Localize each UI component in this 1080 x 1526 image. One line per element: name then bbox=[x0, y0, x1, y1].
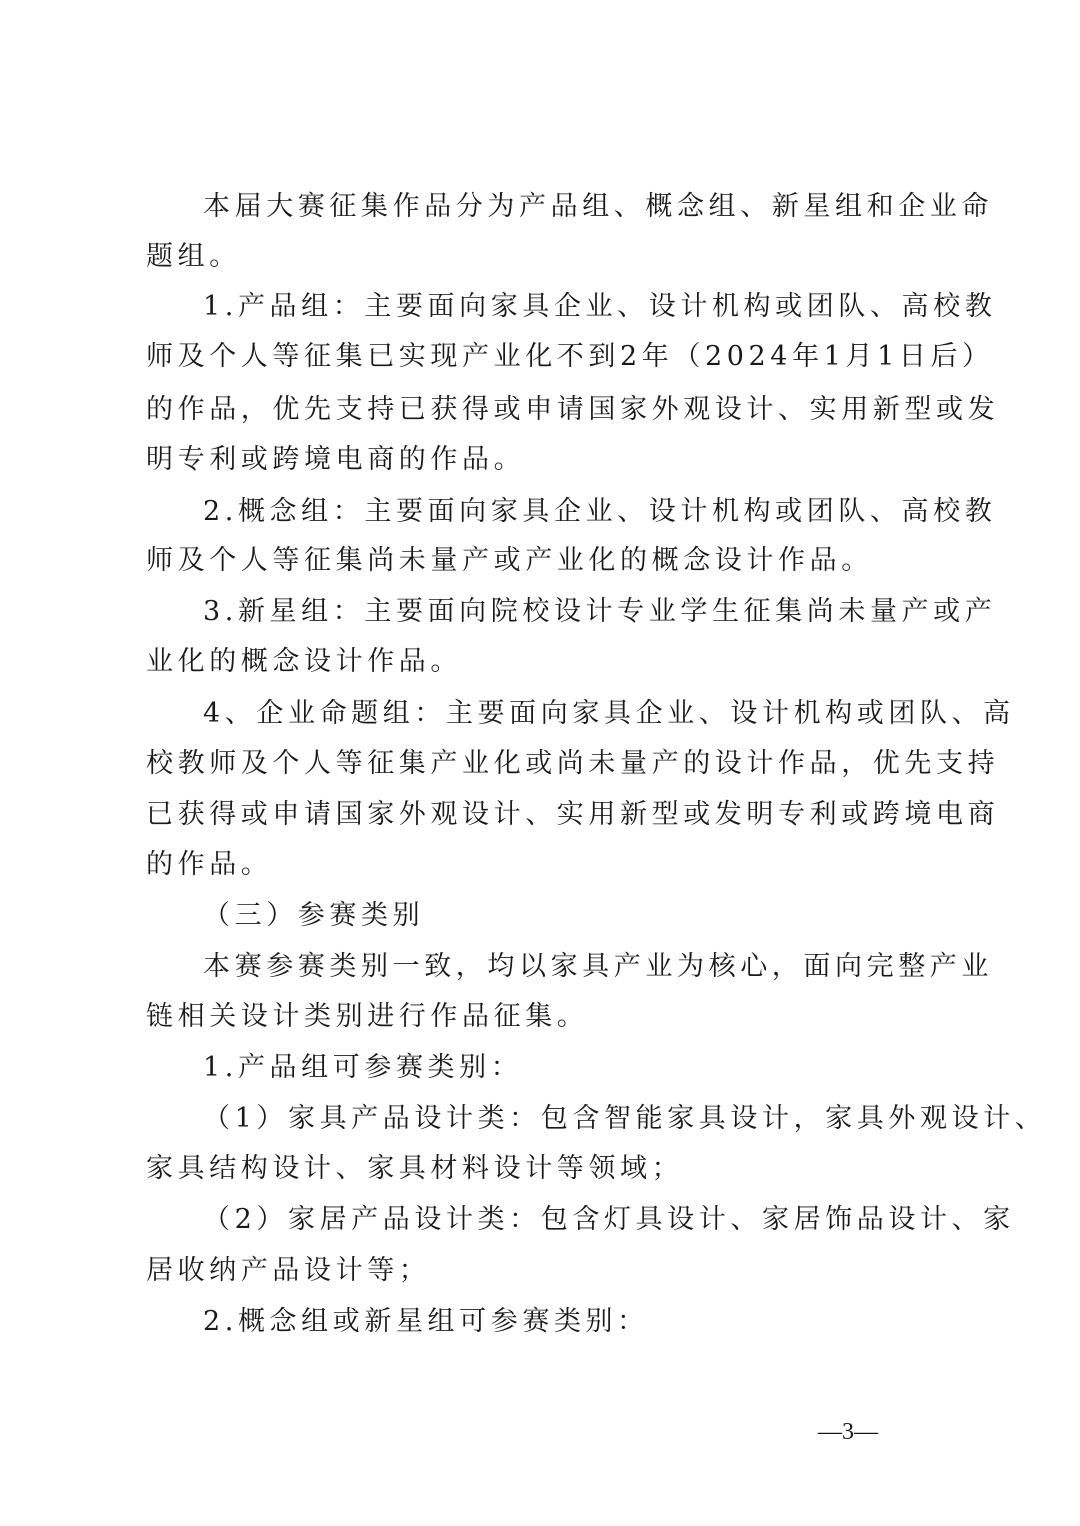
product-group-line-2: 师及个人等征集已实现产业化不到2年（2024年1月1日后） bbox=[146, 341, 994, 372]
concept-group-line-2: 师及个人等征集尚未量产或产业化的概念设计作品。 bbox=[146, 545, 873, 576]
enterprise-topic-group-line-3: 已获得或申请国家外观设计、实用新型或发明专利或跨境电商 bbox=[146, 799, 1000, 830]
categories-intro-line-2: 链相关设计类别进行作品征集。 bbox=[146, 1001, 589, 1032]
concept-group-line-1: 2.概念组：主要面向家具企业、设计机构或团队、高校教 bbox=[203, 496, 997, 527]
paragraph-intro-line-1: 本届大赛征集作品分为产品组、概念组、新星组和企业命 bbox=[203, 191, 993, 222]
categories-intro-line-1: 本赛参赛类别一致，均以家具产业为核心，面向完整产业 bbox=[203, 951, 993, 982]
product-group-line-4: 明专利或跨境电商的作品。 bbox=[146, 444, 526, 475]
page-number: —3— bbox=[818, 1419, 878, 1445]
enterprise-topic-group-line-2: 校教师及个人等征集产业化或尚未量产的设计作品，优先支持 bbox=[146, 748, 1000, 779]
concept-star-categories-title: 2.概念组或新星组可参赛类别： bbox=[203, 1306, 649, 1337]
paragraph-intro-line-2: 题组。 bbox=[146, 241, 241, 272]
product-group-categories-title: 1.产品组可参赛类别： bbox=[203, 1052, 523, 1083]
product-group-line-3: 的作品，优先支持已获得或申请国家外观设计、实用新型或发 bbox=[146, 394, 1000, 425]
rising-star-group-line-2: 业化的概念设计作品。 bbox=[146, 646, 462, 677]
enterprise-topic-group-line-1: 4、企业命题组：主要面向家具企业、设计机构或团队、高 bbox=[203, 698, 1015, 729]
section-heading-categories: （三）参赛类别 bbox=[203, 900, 425, 931]
rising-star-group-line-1: 3.新星组：主要面向院校设计专业学生征集尚未量产或产 bbox=[203, 596, 997, 627]
enterprise-topic-group-line-4: 的作品。 bbox=[146, 849, 273, 880]
home-product-design-line-2: 居收纳产品设计等； bbox=[146, 1255, 431, 1286]
home-product-design-line-1: （2）家居产品设计类：包含灯具设计、家居饰品设计、家 bbox=[203, 1204, 1015, 1235]
furniture-design-line-1: （1）家具产品设计类：包含智能家具设计，家具外观设计、 bbox=[203, 1103, 1047, 1134]
product-group-line-1: 1.产品组：主要面向家具企业、设计机构或团队、高校教 bbox=[203, 291, 997, 322]
furniture-design-line-2: 家具结构设计、家具材料设计等领域； bbox=[146, 1153, 684, 1184]
